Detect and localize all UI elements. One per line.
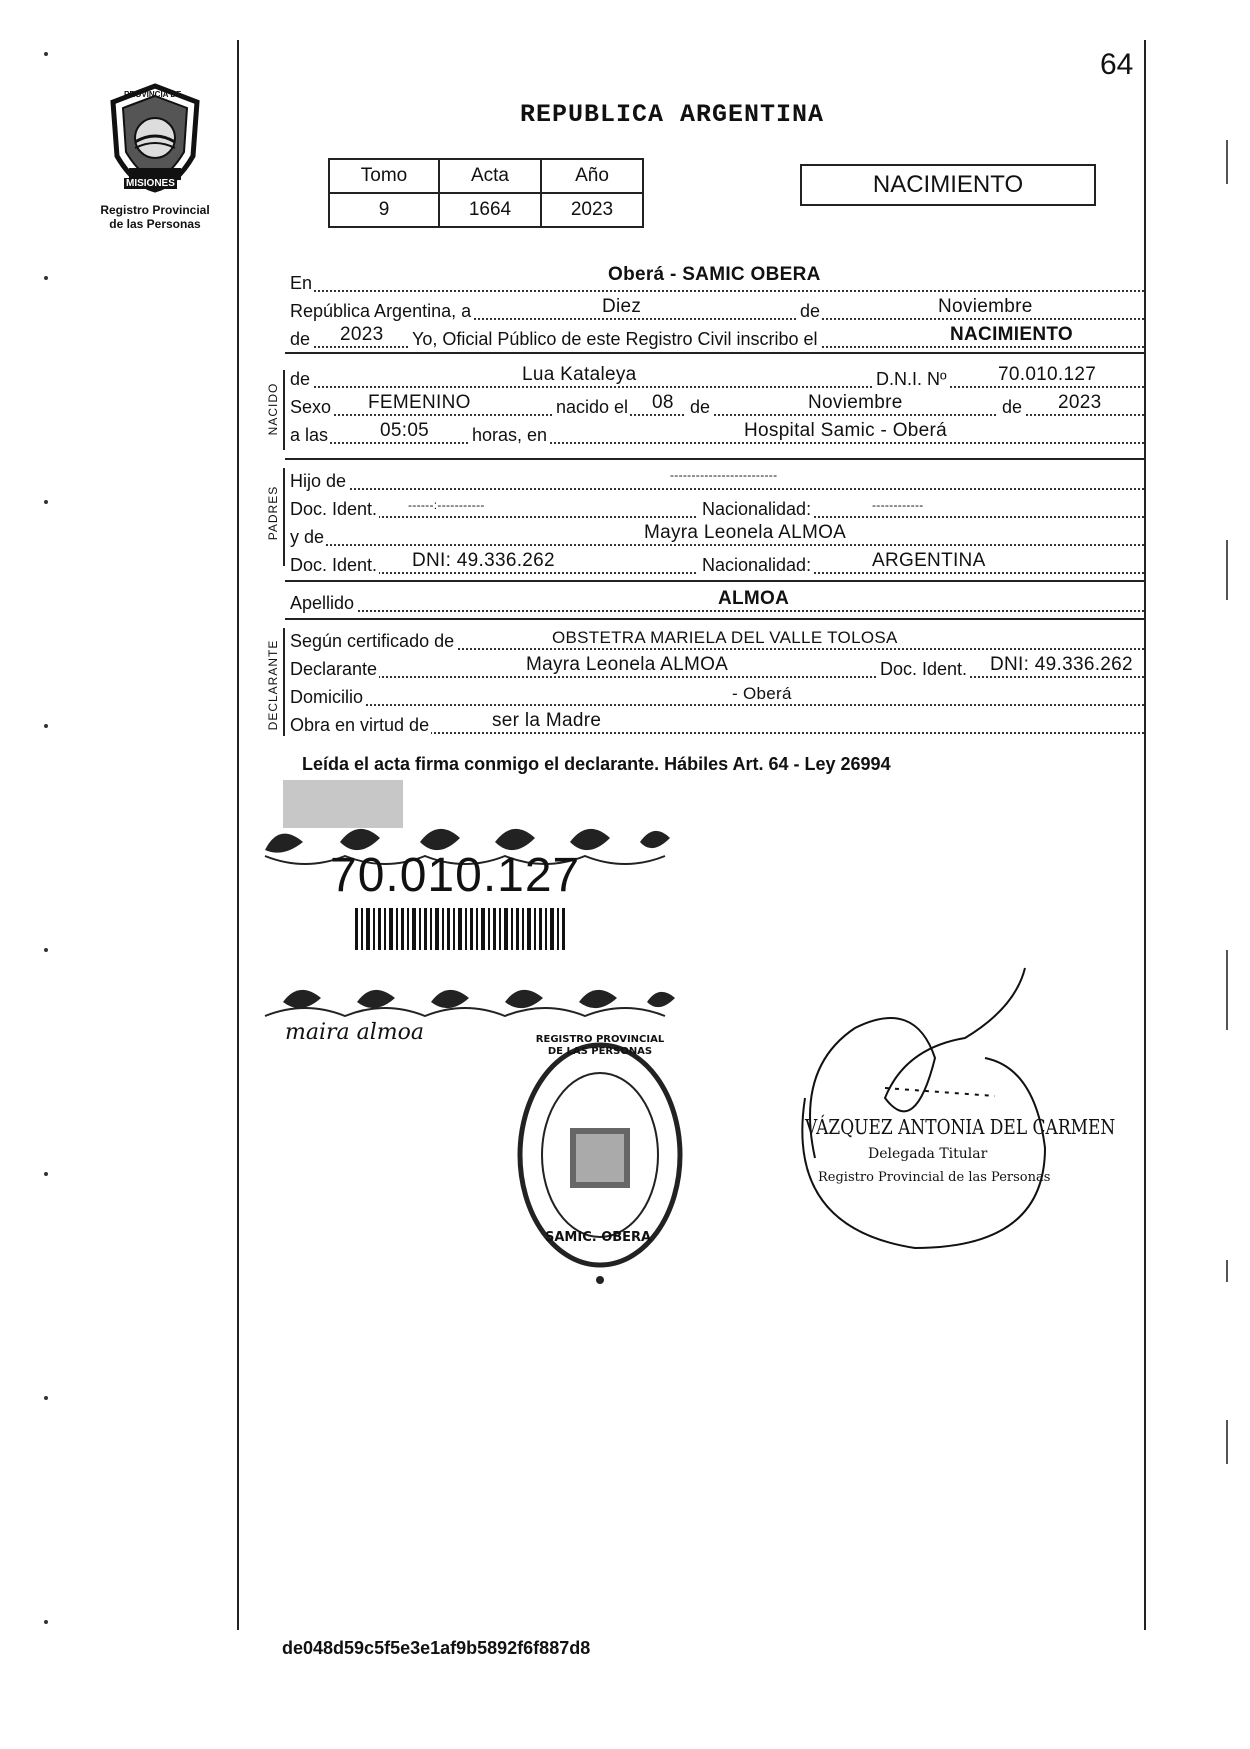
label-obra: Obra en virtud de (290, 715, 430, 735)
value-hijo: ------------------------- (670, 468, 778, 482)
label-y-de: y de (290, 527, 325, 547)
form-row-doc2 (290, 550, 1144, 578)
label-de: de (800, 301, 821, 321)
value-certificado: OBSTETRA MARIELA DEL VALLE TOLOSA (552, 628, 898, 647)
section-label-nacido: NACIDO (266, 382, 280, 436)
scan-mark (1226, 1420, 1228, 1464)
official-office: Registro Provincial de las Personas (818, 1170, 1051, 1185)
form-row-inscribe (290, 324, 1144, 352)
dotted-line (290, 676, 1144, 678)
left-margin-line (237, 40, 239, 1630)
form-row-fecha (290, 296, 1144, 324)
value-hora: 05:05 (380, 420, 430, 441)
label-sexo: Sexo (290, 397, 332, 417)
table-cell-tomo: 9 (329, 193, 439, 227)
value-year: 2023 (340, 324, 384, 345)
official-signature (785, 948, 1085, 1268)
label-doc2: Doc. Ident. (290, 555, 378, 575)
label-nac-de: de (290, 369, 311, 389)
value-decl-doc: DNI: 49.336.262 (990, 654, 1133, 675)
label-nac2: Nacionalidad: (698, 555, 813, 576)
official-name: VÁZQUEZ ANTONIA DEL CARMEN (805, 1116, 1116, 1140)
margin-dot (44, 500, 48, 504)
value-declarante: Mayra Leonela ALMOA (526, 654, 729, 675)
form-row-domicilio (290, 682, 1144, 710)
dotted-line (290, 704, 1144, 706)
record-type-box: NACIMIENTO (800, 164, 1096, 206)
form-row-declarante (290, 654, 1144, 682)
seal-bottom-text: SAMIC. OBERA (545, 1230, 652, 1245)
table-header-acta: Acta (439, 159, 541, 193)
scan-mark (1226, 1260, 1228, 1282)
dotted-line (290, 442, 1144, 444)
label-yo: Yo, Oficial Público de este Registro Civil inscribo el (412, 329, 818, 349)
scan-mark (1226, 950, 1228, 1030)
form-row-apellido (290, 588, 1144, 616)
logo-text-top: PROVINCIA DE (124, 90, 182, 99)
margin-dot (44, 948, 48, 952)
value-doc2: DNI: 49.336.262 (412, 550, 555, 571)
scan-mark (1226, 540, 1228, 600)
official-role: Delegada Titular (868, 1146, 988, 1162)
value-mes: Noviembre (938, 296, 1033, 317)
dotted-line (290, 544, 1144, 546)
label-republica: República Argentina, a (290, 301, 472, 321)
label-doc1: Doc. Ident. (290, 499, 378, 519)
barcode-number: 70.010.127 (330, 849, 581, 902)
margin-dot (44, 1396, 48, 1400)
section-bar-nacido (283, 370, 285, 450)
section-label-declarante: DECLARANTE (266, 639, 280, 731)
register-table (328, 158, 644, 228)
label-nacido-el: nacido el (552, 397, 630, 418)
value-nombre: Lua Kataleya (522, 364, 637, 385)
section-divider (285, 352, 1144, 354)
label-nacido-de2: de (998, 397, 1024, 418)
form-row-hora (290, 420, 1144, 448)
document-hash: de048d59c5f5e3e1af9b5892f6f887d8 (282, 1638, 591, 1658)
table-cell-anio: 2023 (541, 193, 643, 227)
declarant-signature: maira almoa (285, 1020, 425, 1045)
form-row-madre (290, 522, 1144, 550)
table-cell-acta: 1664 (439, 193, 541, 227)
value-en: Oberá - SAMIC OBERA (608, 264, 821, 285)
label-certificado: Según certificado de (290, 631, 455, 651)
form-row-nacido-nombre (290, 364, 1144, 392)
form-row-obra (290, 710, 1144, 738)
value-apellido: ALMOA (718, 588, 790, 609)
margin-dot (44, 724, 48, 728)
margin-dot (44, 1620, 48, 1624)
value-lugar: Hospital Samic - Oberá (744, 420, 948, 441)
label-declarante: Declarante (290, 659, 378, 679)
value-obra: ser la Madre (492, 710, 602, 731)
section-label-padres: PADRES (266, 485, 280, 541)
closing-statement: Leída el acta firma conmigo el declarante. Hábiles Art. 64 - Ley 26994 (302, 754, 891, 774)
value-nac1: ------------ (872, 498, 924, 512)
value-sexo: FEMENINO (368, 392, 471, 413)
label-dni: D.N.I. Nº (872, 369, 949, 390)
margin-dot (44, 52, 48, 56)
dotted-line (290, 610, 1144, 612)
form-row-en (290, 264, 1144, 296)
label-hijo: Hijo de (290, 471, 347, 491)
section-divider (285, 458, 1144, 460)
registry-logo (90, 82, 220, 231)
dotted-line (290, 488, 1144, 490)
section-bar-declarante (283, 628, 285, 736)
label-apellido: Apellido (290, 593, 355, 613)
value-inscribe: NACIMIENTO (950, 324, 1073, 345)
table-header-tomo: Tomo (329, 159, 439, 193)
form-row-doc1 (290, 494, 1144, 522)
right-margin-line (1144, 40, 1146, 1630)
margin-dot (44, 1172, 48, 1176)
label-a-las: a las (290, 425, 329, 445)
value-nacido-mes: Noviembre (808, 392, 903, 413)
scan-mark (1226, 140, 1228, 184)
section-divider (285, 580, 1144, 582)
form-row-sexo (290, 392, 1144, 420)
label-domicilio: Domicilio (290, 687, 364, 707)
logo-caption-line1: Registro Provincial (100, 203, 210, 217)
section-bar-padres (283, 468, 285, 566)
page-title: REPUBLICA ARGENTINA (520, 100, 825, 129)
label-decl-doc: Doc. Ident. (876, 659, 969, 680)
seal-ring-text: REGISTRO PROVINCIAL DE LAS PERSONAS (535, 1034, 665, 1057)
logo-caption-line2: de las Personas (109, 217, 201, 231)
form-row-hijo (290, 466, 1144, 494)
value-nacido-anio: 2023 (1058, 392, 1102, 413)
dotted-line (290, 290, 1144, 292)
value-madre: Mayra Leonela ALMOA (644, 522, 847, 543)
value-doc1: ------:----------- (408, 498, 485, 512)
dotted-line (290, 386, 1144, 388)
value-domicilio: - Oberá (732, 684, 792, 703)
label-nac1: Nacionalidad: (698, 499, 813, 520)
margin-dot (44, 276, 48, 280)
value-dni: 70.010.127 (998, 364, 1097, 385)
value-dia: Diez (602, 296, 642, 317)
section-divider (285, 618, 1144, 620)
label-en: En (290, 273, 313, 293)
label-year-de: de (290, 329, 311, 349)
registry-seal (510, 1030, 690, 1290)
label-nacido-de: de (686, 397, 712, 418)
label-horas-en: horas, en (468, 425, 549, 446)
table-header-anio: Año (541, 159, 643, 193)
value-nacido-dia: 08 (652, 392, 674, 413)
value-nac2: ARGENTINA (872, 550, 986, 571)
form-row-certificado (290, 626, 1144, 654)
page-number: 64 (1100, 48, 1134, 81)
logo-text-bottom: MISIONES (126, 178, 175, 189)
